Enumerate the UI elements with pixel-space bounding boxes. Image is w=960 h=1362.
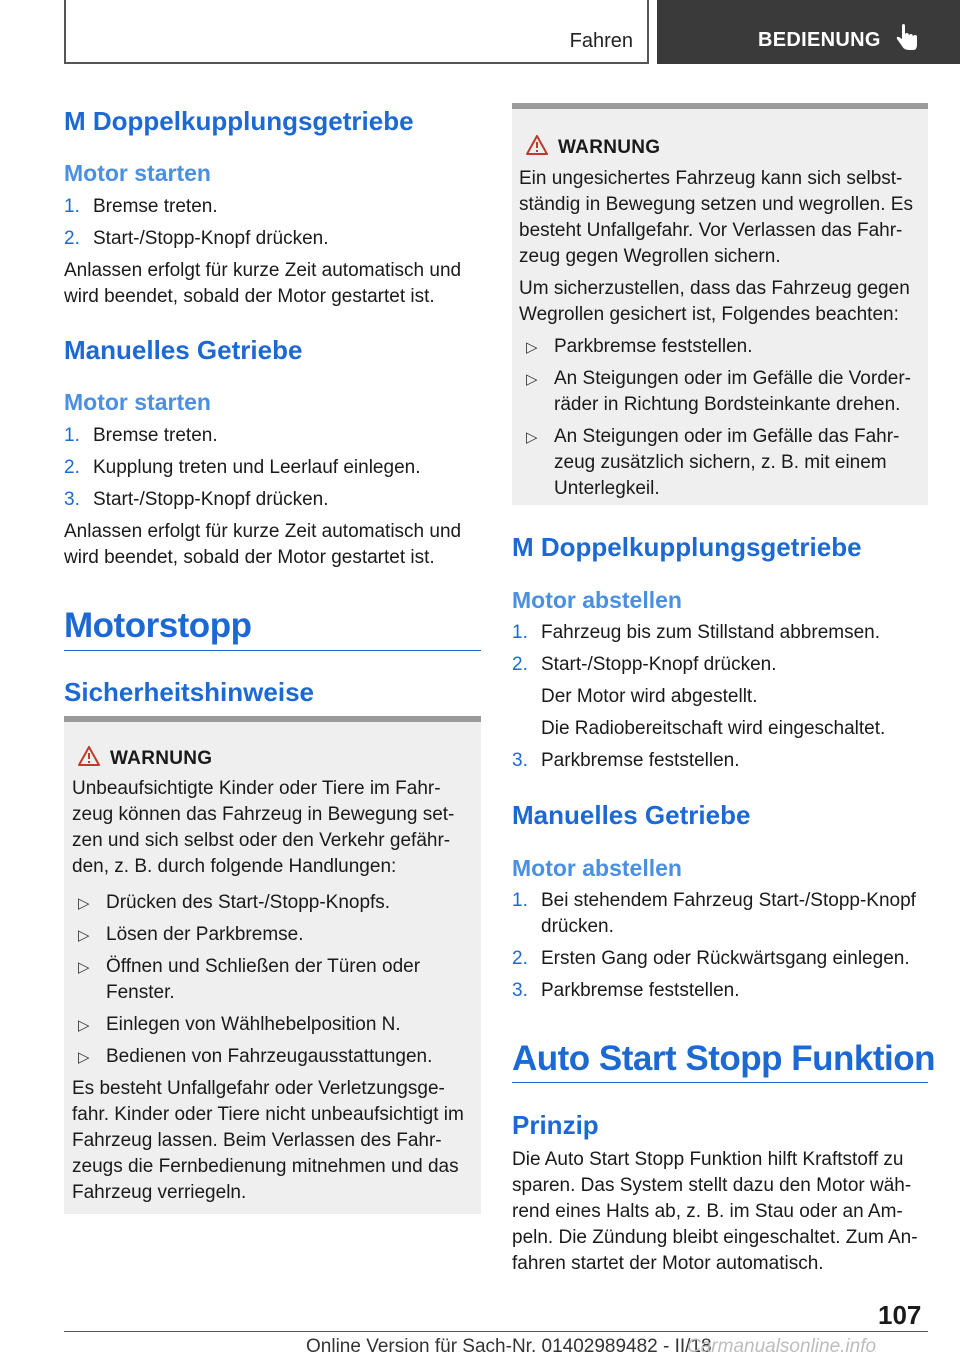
header-section-right: BEDIENUNG bbox=[758, 29, 881, 51]
warning-text-line: ständig in Bewegung setzen und wegrollen. Es bbox=[519, 194, 913, 215]
paragraph-line: wird beendet, sobald der Motor gestartet ist. bbox=[64, 286, 435, 307]
bullet-text: zeug zusätzlich sichern, z. B. mit einem bbox=[554, 452, 887, 473]
step-text: Die Radiobereitschaft wird eingeschaltet. bbox=[541, 718, 886, 739]
warning-box bbox=[512, 103, 928, 505]
bullet-text: räder in Richtung Bordsteinkante drehen. bbox=[554, 394, 901, 415]
step-text: Parkbremse feststellen. bbox=[541, 980, 740, 1001]
step-text: Start-/Stopp-Knopf drücken. bbox=[93, 228, 329, 249]
step-text: Start-/Stopp-Knopf drücken. bbox=[541, 654, 777, 675]
warning-text-line: besteht Unfallgefahr. Vor Verlassen das Fahr- bbox=[519, 220, 903, 241]
paragraph-line: sparen. Das System stellt dazu den Motor wäh- bbox=[512, 1175, 912, 1196]
warning-text-line: Fahrzeug verriegeln. bbox=[72, 1182, 247, 1203]
paragraph-line: Die Auto Start Stopp Funktion hilft Kraftstoff zu bbox=[512, 1149, 904, 1170]
paragraph-line: wird beendet, sobald der Motor gestartet ist. bbox=[64, 547, 435, 568]
hand-pointer-icon bbox=[894, 24, 920, 52]
bullet-text: Einlegen von Wählhebelposition N. bbox=[106, 1014, 401, 1035]
bullet-triangle-icon: ▷ bbox=[78, 1049, 90, 1066]
bullet-triangle-icon: ▷ bbox=[78, 895, 90, 912]
step-number: 1. bbox=[512, 890, 528, 911]
warning-text-line: Unbeaufsichtigte Kinder oder Tiere im Fahr- bbox=[72, 778, 441, 799]
bullet-triangle-icon: ▷ bbox=[78, 959, 90, 976]
heading-rule bbox=[512, 1082, 928, 1083]
heading-man-motor-abstellen: Motor abstellen bbox=[512, 855, 682, 881]
step-text: Kupplung treten und Leerlauf einlegen. bbox=[93, 457, 421, 478]
warning-text-line: Um sicherzustellen, dass das Fahrzeug gegen bbox=[519, 278, 910, 299]
warning-text-line: zeug gegen Wegrollen sichern. bbox=[519, 246, 781, 267]
heading-sicherheitshinweise: Sicherheitshinweise bbox=[64, 677, 314, 707]
step-number: 3. bbox=[64, 489, 80, 510]
bullet-text: Lösen der Parkbremse. bbox=[106, 924, 304, 945]
step-text: Ersten Gang oder Rückwärtsgang einlegen. bbox=[541, 948, 910, 969]
bullet-triangle-icon: ▷ bbox=[526, 371, 538, 388]
step-text: Bremse treten. bbox=[93, 196, 218, 217]
paragraph-line: peln. Die Zündung bleibt eingeschaltet. Zum An- bbox=[512, 1227, 918, 1248]
bullet-text: Öffnen und Schließen der Türen oder bbox=[106, 956, 421, 977]
header-section-left: Fahren bbox=[569, 30, 633, 52]
bullet-text: Fenster. bbox=[106, 982, 175, 1003]
step-number: 3. bbox=[512, 750, 528, 771]
paragraph-line: fahren startet der Motor automatisch. bbox=[512, 1253, 824, 1274]
bullet-triangle-icon: ▷ bbox=[78, 1017, 90, 1034]
heading-man-motor-starten: Motor starten bbox=[64, 389, 211, 415]
heading-prinzip: Prinzip bbox=[512, 1110, 599, 1140]
paragraph-line: Anlassen erfolgt für kurze Zeit automatisch und bbox=[64, 521, 462, 542]
bullet-text: An Steigungen oder im Gefälle die Vorder- bbox=[554, 368, 911, 389]
paragraph-line: rend eines Halts ab, z. B. im Stau oder an Am- bbox=[512, 1201, 903, 1222]
step-text: Bei stehendem Fahrzeug Start-/Stopp-Knopf bbox=[541, 890, 916, 911]
step-text: Fahrzeug bis zum Stillstand abbremsen. bbox=[541, 622, 880, 643]
warning-text-line: Wegrollen gesichert ist, Folgendes beachten: bbox=[519, 304, 899, 325]
heading-dkg: M Doppelkupplungsgetriebe bbox=[64, 106, 414, 136]
warning-text-line: zen und sich selbst oder den Verkehr gefähr- bbox=[72, 830, 451, 851]
warning-title: WARNUNG bbox=[558, 137, 661, 158]
step-text: drücken. bbox=[541, 916, 614, 937]
heading-auto-start-stopp: Auto Start Stopp Funktion bbox=[512, 1039, 935, 1078]
footer-online-version: Online Version für Sach-Nr. 01402989482 - II/18 bbox=[306, 1336, 712, 1357]
page-number: 107 bbox=[878, 1300, 922, 1330]
header-section-tab bbox=[64, 0, 649, 64]
warning-triangle-icon bbox=[78, 746, 100, 766]
warning-text-line: den, z. B. durch folgende Handlungen: bbox=[72, 856, 397, 877]
header-chapter-tab bbox=[657, 0, 960, 64]
paragraph-line: Anlassen erfolgt für kurze Zeit automatisch und bbox=[64, 260, 462, 281]
warning-triangle-icon bbox=[526, 135, 548, 155]
bullet-text: Bedienen von Fahrzeugausstattungen. bbox=[106, 1046, 433, 1067]
bullet-triangle-icon: ▷ bbox=[526, 339, 538, 356]
step-number: 3. bbox=[512, 980, 528, 1001]
watermark: Carmanualsonline.info bbox=[687, 1336, 877, 1357]
warning-title: WARNUNG bbox=[110, 748, 213, 769]
warning-text-line: fahr. Kinder oder Tiere nicht unbeaufsichtigt im bbox=[72, 1104, 464, 1125]
step-number: 1. bbox=[512, 622, 528, 643]
step-text: Start-/Stopp-Knopf drücken. bbox=[93, 489, 329, 510]
bullet-triangle-icon: ▷ bbox=[78, 927, 90, 944]
step-number: 1. bbox=[64, 196, 80, 217]
step-text: Der Motor wird abgestellt. bbox=[541, 686, 758, 707]
step-number: 1. bbox=[64, 425, 80, 446]
bullet-text: An Steigungen oder im Gefälle das Fahr- bbox=[554, 426, 900, 447]
step-number: 2. bbox=[512, 654, 528, 675]
bullet-text: Unterlegkeil. bbox=[554, 478, 660, 499]
warning-text-line: zeugs die Fernbedienung mitnehmen und das bbox=[72, 1156, 459, 1177]
footer-rule bbox=[64, 1331, 928, 1332]
step-text: Bremse treten. bbox=[93, 425, 218, 446]
step-number: 2. bbox=[64, 457, 80, 478]
heading-dkg-motor-starten: Motor starten bbox=[64, 160, 211, 186]
warning-box bbox=[64, 716, 481, 1214]
heading-dkg-motor-abstellen: Motor abstellen bbox=[512, 587, 682, 613]
warning-text-line: Es besteht Unfallgefahr oder Verletzungsge- bbox=[72, 1078, 445, 1099]
heading-manuelles-getriebe: Manuelles Getriebe bbox=[64, 335, 303, 365]
bullet-text: Parkbremse feststellen. bbox=[554, 336, 753, 357]
warning-text-line: zeug können das Fahrzeug in Bewegung set- bbox=[72, 804, 455, 825]
step-text: Parkbremse feststellen. bbox=[541, 750, 740, 771]
heading-rule bbox=[64, 650, 481, 651]
heading-dkg: M Doppelkupplungsgetriebe bbox=[512, 532, 862, 562]
warning-text-line: Fahrzeug lassen. Beim Verlassen des Fahr- bbox=[72, 1130, 442, 1151]
heading-manuelles-getriebe: Manuelles Getriebe bbox=[512, 800, 751, 830]
bullet-text: Drücken des Start-/Stopp-Knopfs. bbox=[106, 892, 391, 913]
warning-text-line: Ein ungesichertes Fahrzeug kann sich selbst- bbox=[519, 168, 903, 189]
step-number: 2. bbox=[64, 228, 80, 249]
heading-motorstopp: Motorstopp bbox=[64, 606, 252, 645]
step-number: 2. bbox=[512, 948, 528, 969]
bullet-triangle-icon: ▷ bbox=[526, 429, 538, 446]
